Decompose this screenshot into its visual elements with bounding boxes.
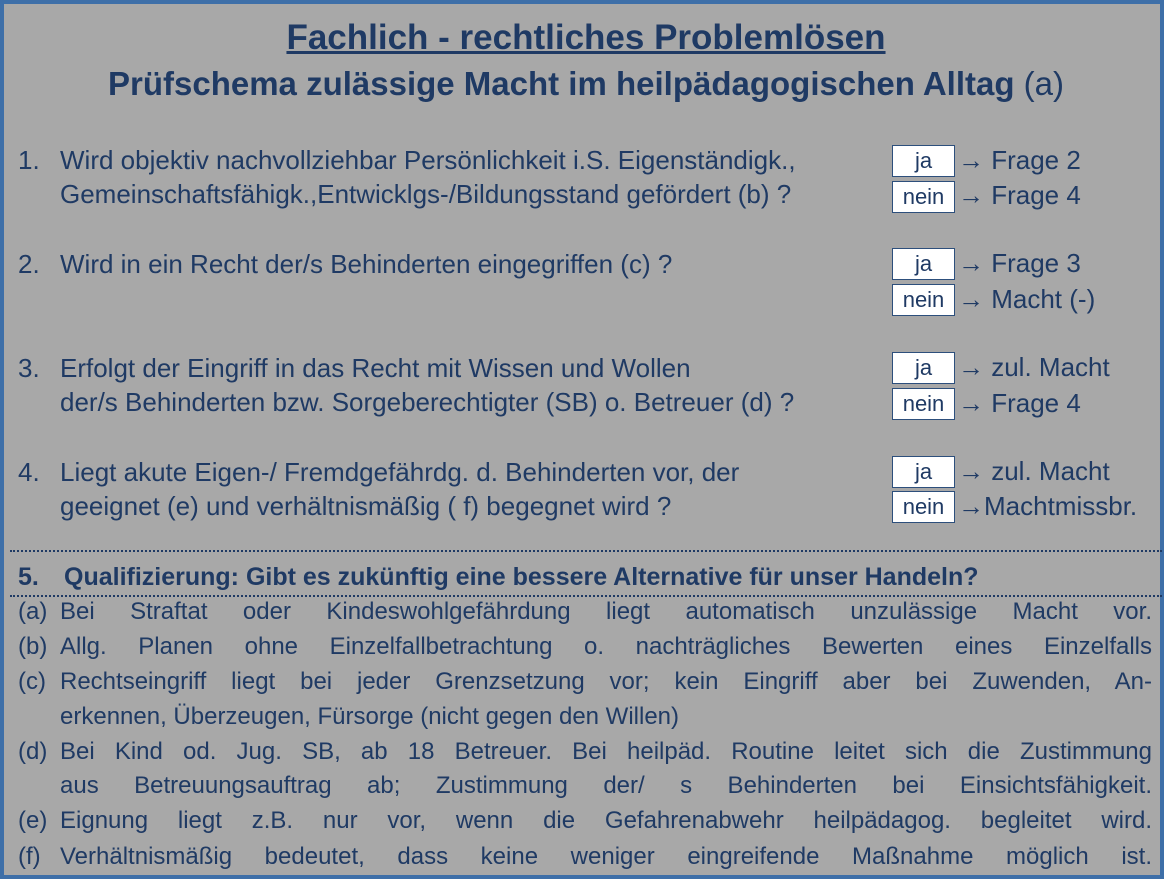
title-main: Prüfschema zulässige Macht im heilpädagogischen Alltag <box>107 65 1015 102</box>
question-text: der/s Behinderten bzw. Sorgeberechtigter (SB) o. Betreuer (d) ? <box>60 387 795 417</box>
question-number: 2. <box>18 249 40 279</box>
footnote-d <box>18 734 1152 769</box>
question-text: geeignet (e) und verhältnismäßig ( f) begegnet wird ? <box>60 491 672 521</box>
answer-yes-box: ja <box>892 352 955 384</box>
footnote-d-continued: aus Betreuungsauftrag ab; Zustimmung der/ s Behinderten bei Einsichtsfähigkeit. <box>60 772 1152 799</box>
question-text: Gemeinschaftsfähigk.,Entwicklgs-/Bildungsstand gefördert (b) ? <box>60 179 792 209</box>
footnote-b <box>18 629 1152 664</box>
answer-yes-box: ja <box>892 456 955 488</box>
question-number: 3. <box>18 353 40 383</box>
dotted-divider-top <box>10 550 1162 552</box>
question-text: Erfolgt der Eingriff in das Recht mit Wissen und Wollen <box>60 353 691 383</box>
footnote-a <box>18 594 1152 629</box>
footnote-text: Eignung liegt z.B. nur vor, wenn die Gefahrenabwehr heilpädagog. begleitet wird. <box>60 807 1152 834</box>
footnote-text: Bei Straftat oder Kindeswohlgefährdung liegt automatisch unzulässige Macht vor. <box>60 598 1152 625</box>
footnote-label: (c) <box>18 668 46 695</box>
footnote-text: Rechtseingriff liegt bei jeder Grenzsetzung vor; kein Eingriff aber bei Zuwenden, An- <box>60 668 1152 695</box>
footnote-c <box>18 664 1152 699</box>
question-text: Liegt akute Eigen-/ Fremdgefährdg. d. Behinderten vor, der <box>60 457 740 487</box>
qualification-number: 5. <box>18 563 39 591</box>
title-line-2 <box>4 65 1164 103</box>
footnote-label: (a) <box>18 598 48 625</box>
question-2 <box>18 247 672 281</box>
answer-yes-box: ja <box>892 248 955 280</box>
qualification-text: Qualifizierung: Gibt es zukünftig eine bessere Alternative für unser Handeln? <box>64 563 979 591</box>
question-number: 4. <box>18 457 40 487</box>
answer-yes-result: → zul. Macht <box>958 456 1110 486</box>
answer-no-result: →Machtmissbr. <box>958 491 1138 521</box>
answer-no-box: nein <box>892 491 955 523</box>
title-suffix: (a) <box>1023 65 1065 102</box>
footnote-text: Verhältnismäßig bedeutet, dass keine weniger eingreifende Maßnahme möglich ist. <box>60 843 1152 870</box>
answer-no-box: nein <box>892 388 955 420</box>
answer-yes-result: → Frage 3 <box>958 248 1081 278</box>
question-4 <box>18 455 739 523</box>
title-line-1: Fachlich - rechtliches Problemlösen <box>286 18 886 57</box>
footnote-e <box>18 803 1152 838</box>
footnote-label: (d) <box>18 738 48 765</box>
answer-yes-box: ja <box>892 145 955 177</box>
answer-no-box: nein <box>892 284 955 316</box>
footnote-f <box>18 839 1152 874</box>
footnote-text: Allg. Planen ohne Einzelfallbetrachtung o. nachträgliches Bewerten eines Einzelfalls <box>60 633 1152 660</box>
answer-yes-result: → zul. Macht <box>958 352 1110 382</box>
question-number: 1. <box>18 145 40 175</box>
footnote-label: (f) <box>18 843 41 870</box>
answer-yes-result: → Frage 2 <box>958 145 1081 175</box>
answer-no-box: nein <box>892 181 955 213</box>
footnote-label: (e) <box>18 807 48 834</box>
footnote-c-continued: erkennen, Überzeugen, Fürsorge (nicht gegen den Willen) <box>60 703 680 730</box>
footnote-label: (b) <box>18 633 48 660</box>
question-text: Wird in ein Recht der/s Behinderten eingegriffen (c) ? <box>60 249 673 279</box>
question-text: Wird objektiv nachvollziehbar Persönlichkeit i.S. Eigenständigk., <box>60 145 796 175</box>
answer-no-result: → Frage 4 <box>958 180 1081 210</box>
footnote-text: Bei Kind od. Jug. SB, ab 18 Betreuer. Bei heilpäd. Routine leitet sich die Zustimmung <box>60 738 1152 765</box>
answer-no-result: → Macht (-) <box>958 284 1096 314</box>
answer-no-result: → Frage 4 <box>958 388 1081 418</box>
question-3 <box>18 351 794 419</box>
question-1 <box>18 143 796 211</box>
qualification-question <box>18 560 979 594</box>
